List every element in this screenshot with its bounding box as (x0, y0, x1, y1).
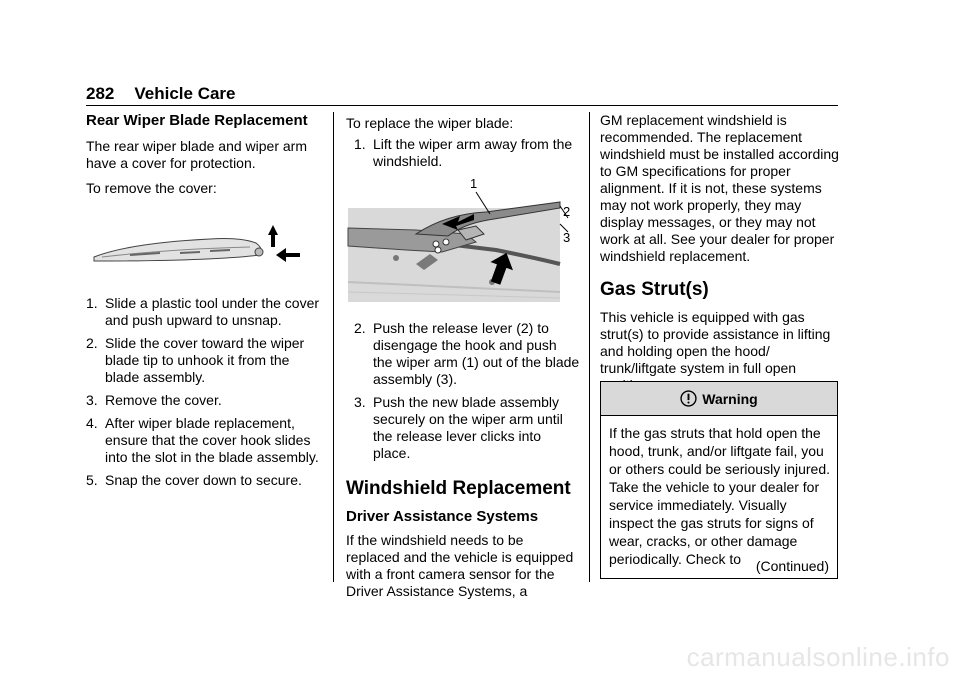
replace-step: 2. Push the release lever (2) to disengage the hook and push the wiper arm (1) out of the blade assembly (3). (354, 320, 580, 387)
gas-struts-body: This vehicle is equipped with gas strut(s) to provide assistance in lifting and holding open the hood/ trunk/liftgate system in full open (600, 309, 831, 376)
windshield-body-continued: GM replacement windshield is recommended. The replacement windshield must be installed according to GM specifications for proper alignment. If it is not, these systems may not work properly, they may display messages, or they may not work at all. See your dealer for proper windshield replacement. (600, 112, 839, 264)
warning-box (600, 381, 838, 579)
page-number: 282 (86, 84, 115, 103)
rear-wiper-title: Rear Wiper Blade Replacement (86, 112, 308, 129)
wiper-arm-illustration (346, 174, 576, 306)
column-divider-right (589, 112, 590, 582)
figure-label: 2 (563, 204, 571, 219)
rear-wiper-intro: The rear wiper blade and wiper arm have a cover for protection. (86, 138, 307, 171)
column-divider-left (333, 112, 334, 582)
replace-step: 3. Push the new blade assembly securely on the wiper arm until the release lever clicks into place. (354, 394, 563, 461)
warning-title: Warning (702, 390, 758, 407)
figure-label: 3 (563, 230, 571, 245)
remove-step: 4. After wiper blade replacement, ensure that the cover hook slides into the slot in the blade assembly. (86, 415, 319, 465)
windshield-replacement-title: Windshield Replacement (346, 478, 571, 499)
column-1 (86, 112, 324, 489)
warning-text: If the gas struts that hold open the hood, trunk, and/or liftgate fail, you or others could be seriously injured. Take the vehicle to your dealer for service immediately. Visually inspect the gas struts for signs of wear, cracks, or other damage periodically. Check to (609, 425, 831, 567)
watermark: carmanualsonline.info (686, 642, 950, 672)
header-rule (86, 105, 838, 106)
windshield-body: If the windshield needs to be replaced and the vehicle is equipped with a front camera sensor for the Driver Assistance Systems, a (346, 532, 574, 599)
replace-step: 1. Lift the wiper arm away from the windshield. (354, 136, 573, 169)
figure-label: 1 (470, 176, 478, 191)
remove-step: 3. Remove the cover. (86, 392, 222, 408)
remove-cover-lead: To remove the cover: (86, 180, 217, 196)
section-name: Vehicle Care (134, 84, 236, 103)
remove-step: 1. Slide a plastic tool under the cover and push upward to unsnap. (86, 295, 320, 328)
replace-blade-lead: To replace the wiper blade: (346, 115, 514, 131)
warning-header (601, 382, 837, 416)
driver-assistance-title: Driver Assistance Systems (346, 508, 539, 525)
column-2 (346, 115, 580, 600)
remove-step: 2. Slide the cover toward the wiper blade tip to unhook it from the blade assembly. (86, 335, 305, 385)
column-3 (600, 112, 840, 394)
wiper-cover-illustration (90, 213, 310, 273)
remove-step: 5. Snap the cover down to secure. (86, 472, 302, 488)
gas-struts-title: Gas Strut(s) (600, 279, 709, 300)
warning-icon (680, 390, 697, 407)
continued-label: (Continued) (755, 558, 829, 574)
